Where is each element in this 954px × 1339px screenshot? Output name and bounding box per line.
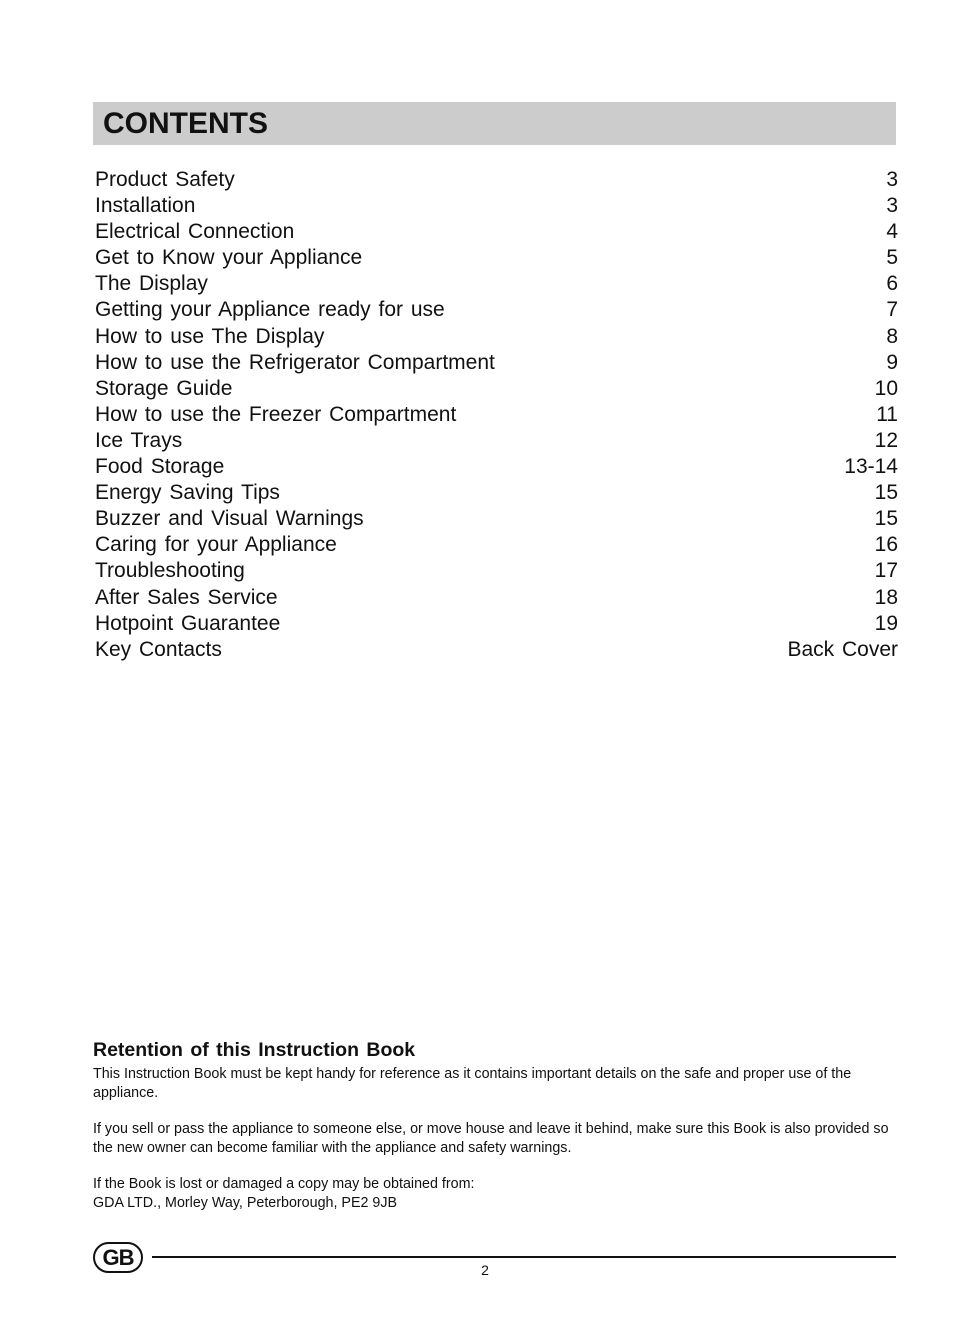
toc-entry <box>95 558 898 584</box>
toc-entry <box>95 167 898 193</box>
toc-entry-page: 11 <box>876 402 898 426</box>
toc-entry-page: 15 <box>874 507 898 531</box>
toc-entry <box>95 428 898 454</box>
toc-entry-page: Back Cover <box>787 637 898 661</box>
toc-entry-label: Getting your Appliance ready for use <box>95 298 445 322</box>
toc-entry-label: Troubleshooting <box>95 559 245 583</box>
toc-entry-label: Buzzer and Visual Warnings <box>95 507 364 531</box>
toc-entry <box>95 585 898 611</box>
toc-entry-label: Hotpoint Guarantee <box>95 611 281 635</box>
toc-entry <box>95 350 898 376</box>
toc-entry-label: Storage Guide <box>95 376 233 400</box>
toc-entry-page: 13-14 <box>844 455 898 479</box>
toc-entry-label: Key Contacts <box>95 637 222 661</box>
footer-divider <box>152 1256 896 1258</box>
toc-entry-page: 6 <box>886 272 898 296</box>
toc-entry-label: How to use the Refrigerator Compartment <box>95 350 495 374</box>
toc-entry-page: 7 <box>886 298 898 322</box>
toc-entry-page: 9 <box>886 350 898 374</box>
toc-entry-page: 4 <box>886 220 898 244</box>
toc-entry <box>95 245 898 271</box>
toc-entry-label: Product Safety <box>95 168 235 191</box>
retention-paragraph-1: This Instruction Book must be kept handy for reference as it contains important details on the safe and proper use of the appliance. <box>93 1066 852 1101</box>
toc-entry-label: The Display <box>95 272 208 296</box>
toc-entry-page: 15 <box>874 481 898 505</box>
contents-title-bar <box>93 102 896 145</box>
toc-entry <box>95 402 898 428</box>
toc-entry-label: Installation <box>95 194 196 218</box>
toc-entry <box>95 297 898 323</box>
toc-entry-page: 10 <box>874 376 898 400</box>
toc-entry-label: Food Storage <box>95 455 225 479</box>
toc-entry <box>95 271 898 297</box>
toc-entry <box>95 532 898 558</box>
toc-entry-page: 17 <box>874 559 898 583</box>
toc-entry <box>95 637 898 663</box>
retention-paragraph-3 <box>93 1175 896 1212</box>
page-number: 2 <box>481 1262 489 1278</box>
page-title: CONTENTS <box>103 107 268 140</box>
toc-entry-label: How to use The Display <box>95 324 325 348</box>
toc-entry <box>95 219 898 245</box>
toc-entry-page: 16 <box>874 533 898 557</box>
toc-entry-page: 18 <box>874 585 898 609</box>
toc-entry-label: How to use the Freezer Compartment <box>95 402 457 426</box>
toc-entry <box>95 376 898 402</box>
toc-entry-label: Get to Know your Appliance <box>95 246 363 270</box>
language-badge: GB <box>93 1242 143 1273</box>
toc-entry-label: Energy Saving Tips <box>95 481 280 505</box>
toc-entry <box>95 324 898 350</box>
toc-entry-page: 19 <box>874 611 898 635</box>
retention-heading: Retention of this Instruction Book <box>93 1039 416 1061</box>
table-of-contents <box>95 167 898 663</box>
toc-entry <box>95 193 898 219</box>
retention-paragraph-2: If you sell or pass the appliance to someone else, or move house and leave it behind, make sure this Book is also provided so the new owner can become familiar with the appliance and safety warnings. <box>93 1121 889 1156</box>
toc-entry-page: 3 <box>886 194 898 218</box>
toc-entry-page: 12 <box>874 428 898 452</box>
retention-copy-note: If the Book is lost or damaged a copy may be obtained from: <box>93 1176 475 1192</box>
toc-entry <box>95 506 898 532</box>
toc-entry-page: 5 <box>886 246 898 270</box>
retention-section <box>93 1038 896 1212</box>
toc-entry <box>95 454 898 480</box>
toc-entry-label: After Sales Service <box>95 585 278 609</box>
retention-address: GDA LTD., Morley Way, Peterborough, PE2 9JB <box>93 1194 398 1211</box>
toc-entry <box>95 480 898 506</box>
toc-entry <box>95 611 898 637</box>
toc-entry-label: Ice Trays <box>95 428 183 452</box>
toc-entry-label: Electrical Connection <box>95 220 295 244</box>
toc-entry-page: 3 <box>886 168 898 191</box>
toc-entry-label: Caring for your Appliance <box>95 533 337 557</box>
toc-entry-page: 8 <box>886 324 898 348</box>
